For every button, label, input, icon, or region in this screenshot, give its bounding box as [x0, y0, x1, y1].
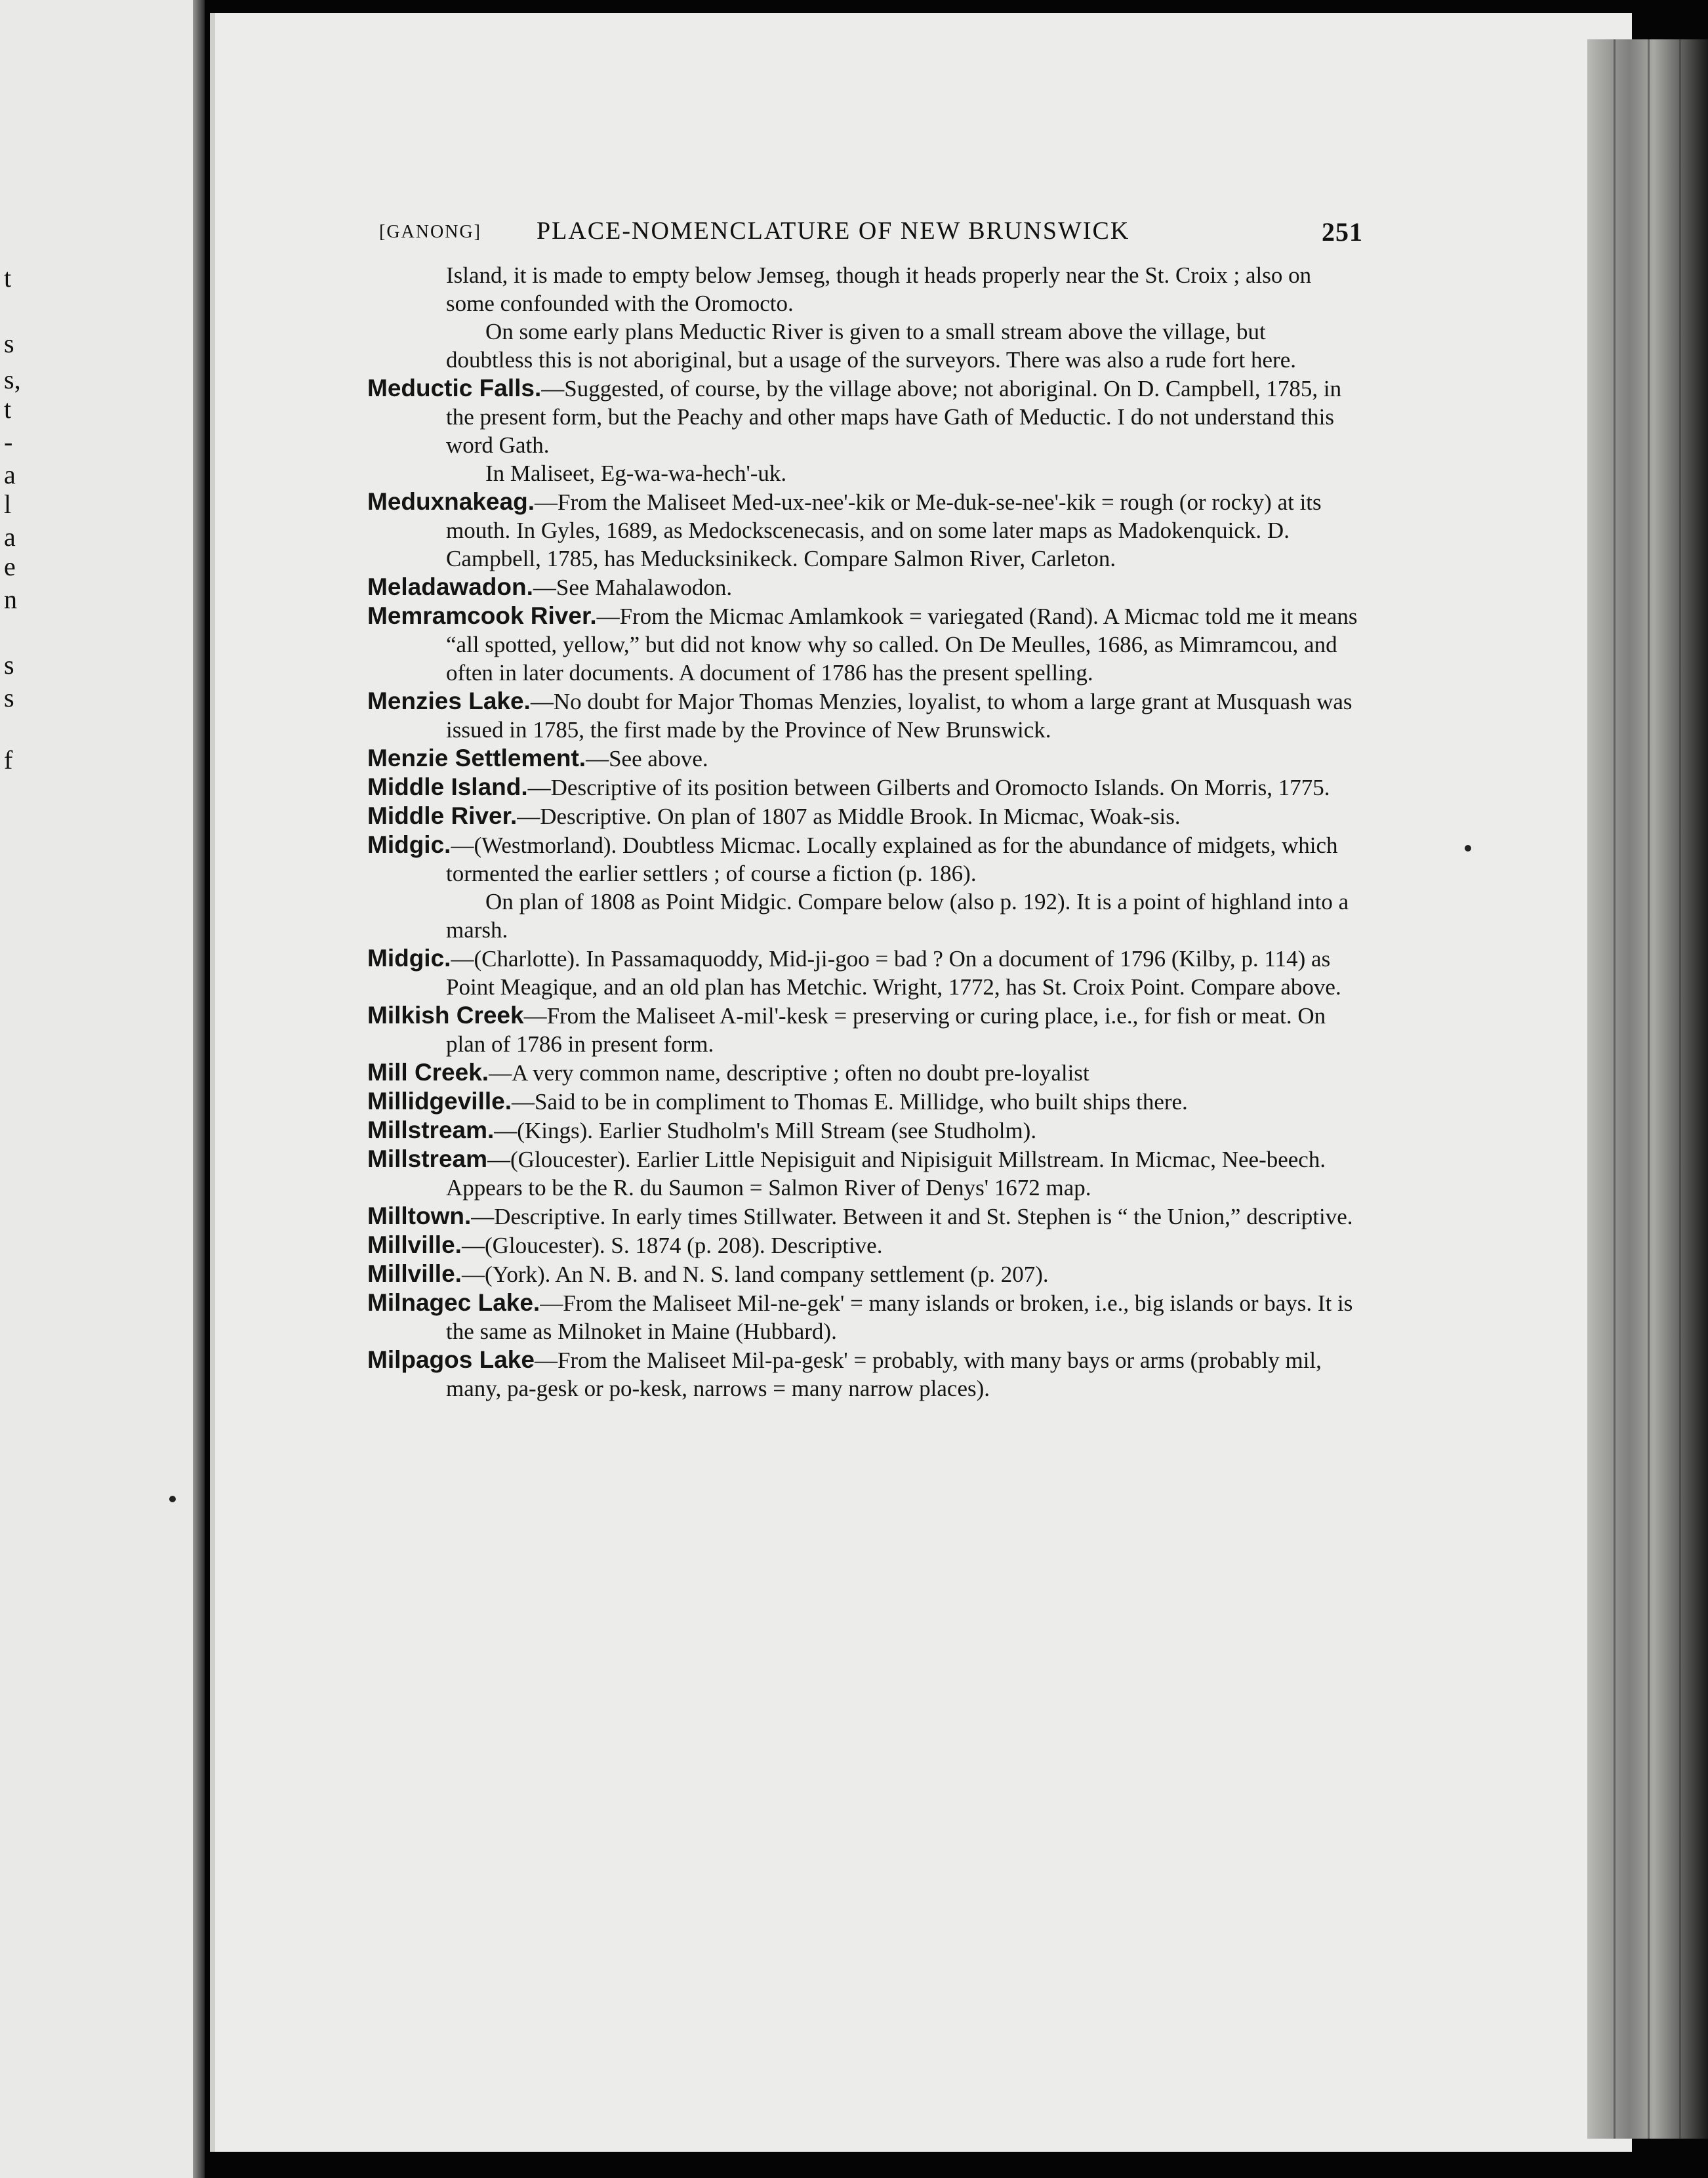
running-header	[379, 216, 1363, 256]
left-page-fragment: s	[4, 683, 14, 712]
entry-headword: Middle Island.	[367, 773, 528, 800]
left-page-fragment: e	[4, 552, 16, 581]
entry	[367, 1231, 1358, 1260]
left-page-fragment: s	[4, 650, 14, 680]
continued-paragraph: Island, it is made to empty below Jemseg, though it heads properly near the St. Croix ; also on some confounded with the Oromocto.	[446, 262, 1312, 316]
entry-headword: Midgic.	[367, 831, 451, 858]
entry	[367, 1116, 1358, 1145]
entry-text: —See above.	[586, 746, 708, 771]
entry-headword: Menzie Settlement.	[367, 745, 586, 771]
book-binding-edge	[1587, 39, 1708, 2139]
entry-text: —(Charlotte). In Passamaquoddy, Mid-ji-goo = bad ? On a document of 1796 (Kilby, p. 114) as Point Meagique, and an old plan has Metchic. Wright, 1772, has St. Croix Point. Compare above.	[446, 946, 1341, 1000]
entry-headword: Mill Creek.	[367, 1059, 489, 1086]
entry-text: —From the Maliseet Med-ux-nee'-kik or Me-duk-se-nee'-kik = rough (or rocky) at its mouth. In Gyles, 1689, as Medockscenecasis, and on some later maps as Madokenquick. D. Campbell, 1785, has Meducksinikeck. Compare Salmon River, Carleton.	[446, 489, 1322, 571]
entry-headword: Memramcook River.	[367, 602, 597, 629]
entry-text: —Said to be in compliment to Thomas E. Millidge, who built ships there.	[512, 1089, 1188, 1115]
left-page-fragment: t	[4, 263, 12, 293]
left-page-fragment: -	[4, 427, 13, 457]
entry-headword: Middle River.	[367, 802, 518, 829]
entry	[367, 1087, 1358, 1116]
entry-text: —A very common name, descriptive ; often no doubt pre-loyalist	[489, 1060, 1089, 1086]
entry-text: —(York). An N. B. and N. S. land company settlement (p. 207).	[461, 1262, 1049, 1287]
left-page-fragment: n	[4, 585, 17, 614]
left-page-fragment: s	[4, 329, 14, 358]
entry	[367, 1202, 1358, 1231]
entry	[367, 1145, 1358, 1202]
gazetteer-entries	[367, 374, 1358, 1403]
entry	[367, 602, 1358, 687]
entry	[367, 687, 1358, 744]
ink-speck	[1465, 845, 1471, 852]
entry	[367, 487, 1358, 573]
entry-headword: Millstream.	[367, 1117, 495, 1143]
entry-headword: Midgic.	[367, 945, 451, 972]
entry-headword: Millstream	[367, 1145, 488, 1172]
entry-text: —From the Maliseet Mil-pa-gesk' = probably, with many bays or arms (probably mil, many, pa-gesk or po-kesk, narrows = many narrow places).	[446, 1347, 1322, 1401]
binding-fold	[1648, 39, 1650, 2139]
left-page-fragment: l	[4, 489, 12, 519]
entry	[367, 773, 1358, 802]
entry-text: —From the Maliseet A-mil'-kesk = preserving or curing place, i.e., for fish or meat. On plan of 1786 in present form.	[446, 1003, 1326, 1057]
entry-headword: Meduxnakeag.	[367, 488, 535, 515]
continued-paragraph: On some early plans Meductic River is given to a small stream above the village, but doubtless this is not aboriginal, but a usage of the surveyors. There was also a rude fort here.	[446, 319, 1296, 373]
entry-text: —(Gloucester). S. 1874 (p. 208). Descriptive.	[461, 1233, 883, 1258]
entry	[367, 1346, 1358, 1403]
entry	[367, 374, 1358, 459]
entry	[367, 802, 1358, 831]
entry-text: —From the Maliseet Mil-ne-gek' = many islands or broken, i.e., big islands or bays. It is the same as Milnoket in Maine (Hubbard).	[446, 1290, 1353, 1344]
entry-subparagraph: On plan of 1808 as Point Midgic. Compare below (also p. 192). It is a point of highland into a marsh.	[446, 889, 1349, 943]
entry	[367, 1058, 1358, 1087]
page-body	[367, 261, 1358, 1403]
entry	[367, 1001, 1358, 1058]
left-page-fragment: f	[4, 745, 13, 775]
entry-text: —Descriptive of its position between Gilberts and Oromocto Islands. On Morris, 1775.	[527, 775, 1330, 800]
left-page-gutter	[193, 0, 205, 2178]
left-page-edge	[0, 0, 205, 2178]
left-page-fragment: a	[4, 460, 16, 489]
entry-headword: Meductic Falls.	[367, 375, 542, 401]
entry	[367, 1260, 1358, 1288]
left-page-fragment: t	[4, 394, 12, 424]
left-page-fragment: s,	[4, 365, 21, 394]
entry-headword: Menzies Lake.	[367, 688, 531, 714]
header-title: PLACE-NOMENCLATURE OF NEW BRUNSWICK	[537, 217, 1130, 245]
entry-headword: Milkish Creek	[367, 1002, 524, 1029]
entry-text: —(Kings). Earlier Studholm's Mill Stream (see Studholm).	[494, 1118, 1037, 1143]
entry-headword: Meladawadon.	[367, 573, 533, 600]
entry-subparagraph: In Maliseet, Eg-wa-wa-hech'-uk.	[485, 461, 787, 486]
entry-headword: Millidgeville.	[367, 1088, 512, 1115]
header-author: [GANONG]	[379, 222, 481, 242]
entry-text: —See Mahalawodon.	[533, 575, 733, 600]
entry	[367, 831, 1358, 888]
entry-headword: Millville.	[367, 1231, 462, 1258]
entry-headword: Milnagec Lake.	[367, 1289, 540, 1316]
entry	[367, 944, 1358, 1001]
binding-fold	[1614, 39, 1616, 2139]
page-number: 251	[1322, 217, 1363, 247]
entry-text: —(Westmorland). Doubtless Micmac. Locally explained as for the abundance of midgets, which tormented the earlier settlers ; of course a fiction (p. 186).	[446, 832, 1338, 886]
ink-speck	[169, 1496, 176, 1502]
left-page-fragment: a	[4, 522, 16, 552]
entry-text: —Descriptive. On plan of 1807 as Middle Brook. In Micmac, Woak-sis.	[517, 804, 1181, 829]
entry-headword: Milpagos Lake	[367, 1346, 535, 1373]
entry	[367, 744, 1358, 773]
entry-headword: Millville.	[367, 1260, 462, 1287]
entry-text: —Descriptive. In early times Stillwater. Between it and St. Stephen is “ the Union,” descriptive.	[471, 1204, 1353, 1229]
binding-fold	[1679, 39, 1681, 2139]
entry	[367, 1288, 1358, 1346]
entry-headword: Milltown.	[367, 1202, 472, 1229]
entry-text: —From the Micmac Amlamkook = variegated (Rand). A Micmac told me it means “all spotted, yellow,” but did not know why so called. On De Meulles, 1686, as Mimramcou, and often in later documents. A document of 1786 has the present spelling.	[446, 604, 1358, 686]
entry-text: —(Gloucester). Earlier Little Nepisiguit and Nipisiguit Millstream. In Micmac, Nee-beech. Appears to be the R. du Saumon = Salmon River of Denys' 1672 map.	[446, 1147, 1326, 1201]
entry	[367, 573, 1358, 602]
entry-text: —Suggested, of course, by the village above; not aboriginal. On D. Campbell, 1785, in the present form, but the Peachy and other maps have Gath of Meductic. I do not understand this word Gath.	[446, 376, 1342, 458]
entry-text: —No doubt for Major Thomas Menzies, loyalist, to whom a large grant at Musquash was issued in 1785, the first made by the Province of New Brunswick.	[446, 689, 1352, 743]
